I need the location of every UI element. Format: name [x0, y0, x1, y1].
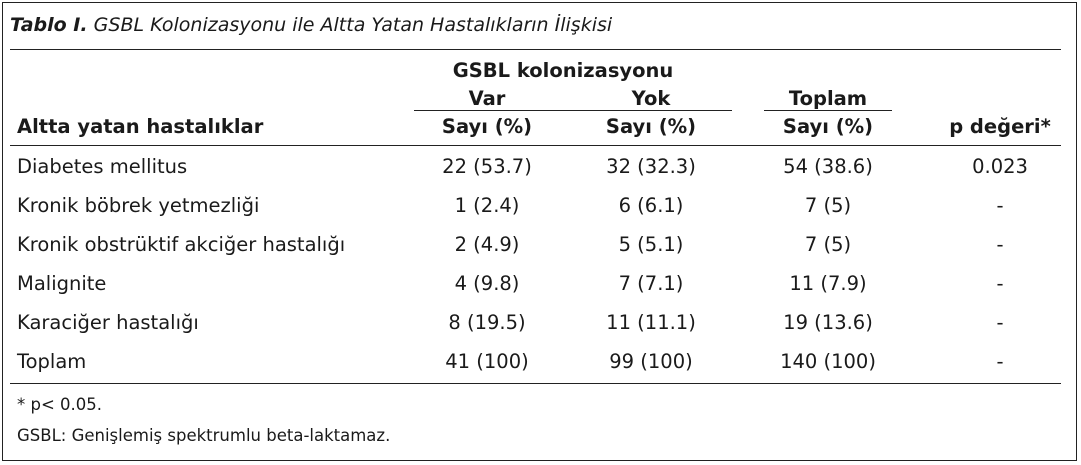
row-var: 41 (100): [445, 350, 529, 373]
row-name: Kronik böbrek yetmezliği: [17, 194, 260, 217]
row-toplam: 140 (100): [780, 350, 876, 373]
row-var: 2 (4.9): [454, 233, 520, 256]
row-name: Diabetes mellitus: [17, 155, 188, 178]
footnote-p: * p< 0.05.: [17, 395, 103, 414]
row-toplam: 54 (38.6): [783, 155, 873, 178]
row-name: Karaciğer hastalığı: [17, 311, 199, 334]
toplam-underline: [764, 110, 892, 111]
table-title: [10, 14, 612, 36]
row-p: -: [996, 272, 1004, 295]
row-var: 1 (2.4): [454, 194, 520, 217]
row-var: 22 (53.7): [442, 155, 532, 178]
p-value-header: p değeri*: [949, 115, 1051, 138]
group-header: GSBL kolonizasyonu: [452, 59, 674, 82]
row-yok: 6 (6.1): [618, 194, 684, 217]
group-underline: [414, 110, 732, 111]
row-yok: 11 (11.1): [606, 311, 696, 334]
row-toplam: 7 (5): [804, 194, 852, 217]
table-number: Tablo I.: [10, 14, 88, 36]
row-yok: 5 (5.1): [618, 233, 684, 256]
row-p: 0.023: [972, 155, 1028, 178]
row-p: -: [996, 311, 1004, 334]
row-yok: 32 (32.3): [606, 155, 696, 178]
row-toplam: 11 (7.9): [789, 272, 867, 295]
col-header-toplam: Toplam: [788, 87, 868, 110]
unit-toplam: Sayı (%): [782, 115, 874, 138]
bottom-rule: [10, 383, 1061, 384]
row-var: 8 (19.5): [448, 311, 526, 334]
footnote-abbrev: GSBL: Genişlemiş spektrumlu beta-laktamaz.: [17, 426, 391, 445]
row-toplam: 19 (13.6): [783, 311, 873, 334]
row-p: -: [996, 233, 1004, 256]
row-var: 4 (9.8): [454, 272, 520, 295]
row-p: -: [996, 194, 1004, 217]
row-yok: 7 (7.1): [618, 272, 684, 295]
unit-yok: Sayı (%): [605, 115, 697, 138]
col-header-yok: Yok: [631, 87, 671, 110]
top-rule: [10, 49, 1061, 50]
row-p: -: [996, 350, 1004, 373]
row-name: Toplam: [17, 350, 87, 373]
row-name: Kronik obstrüktif akciğer hastalığı: [17, 233, 346, 256]
unit-var: Sayı (%): [441, 115, 533, 138]
row-yok: 99 (100): [609, 350, 693, 373]
row-toplam: 7 (5): [804, 233, 852, 256]
table-caption: GSBL Kolonizasyonu ile Altta Yatan Hastalıkların İlişkisi: [93, 14, 613, 36]
header-rule: [10, 145, 1061, 146]
row-name: Malignite: [17, 272, 107, 295]
col-header-var: Var: [468, 87, 506, 110]
row-header-label: Altta yatan hastalıklar: [17, 115, 264, 138]
